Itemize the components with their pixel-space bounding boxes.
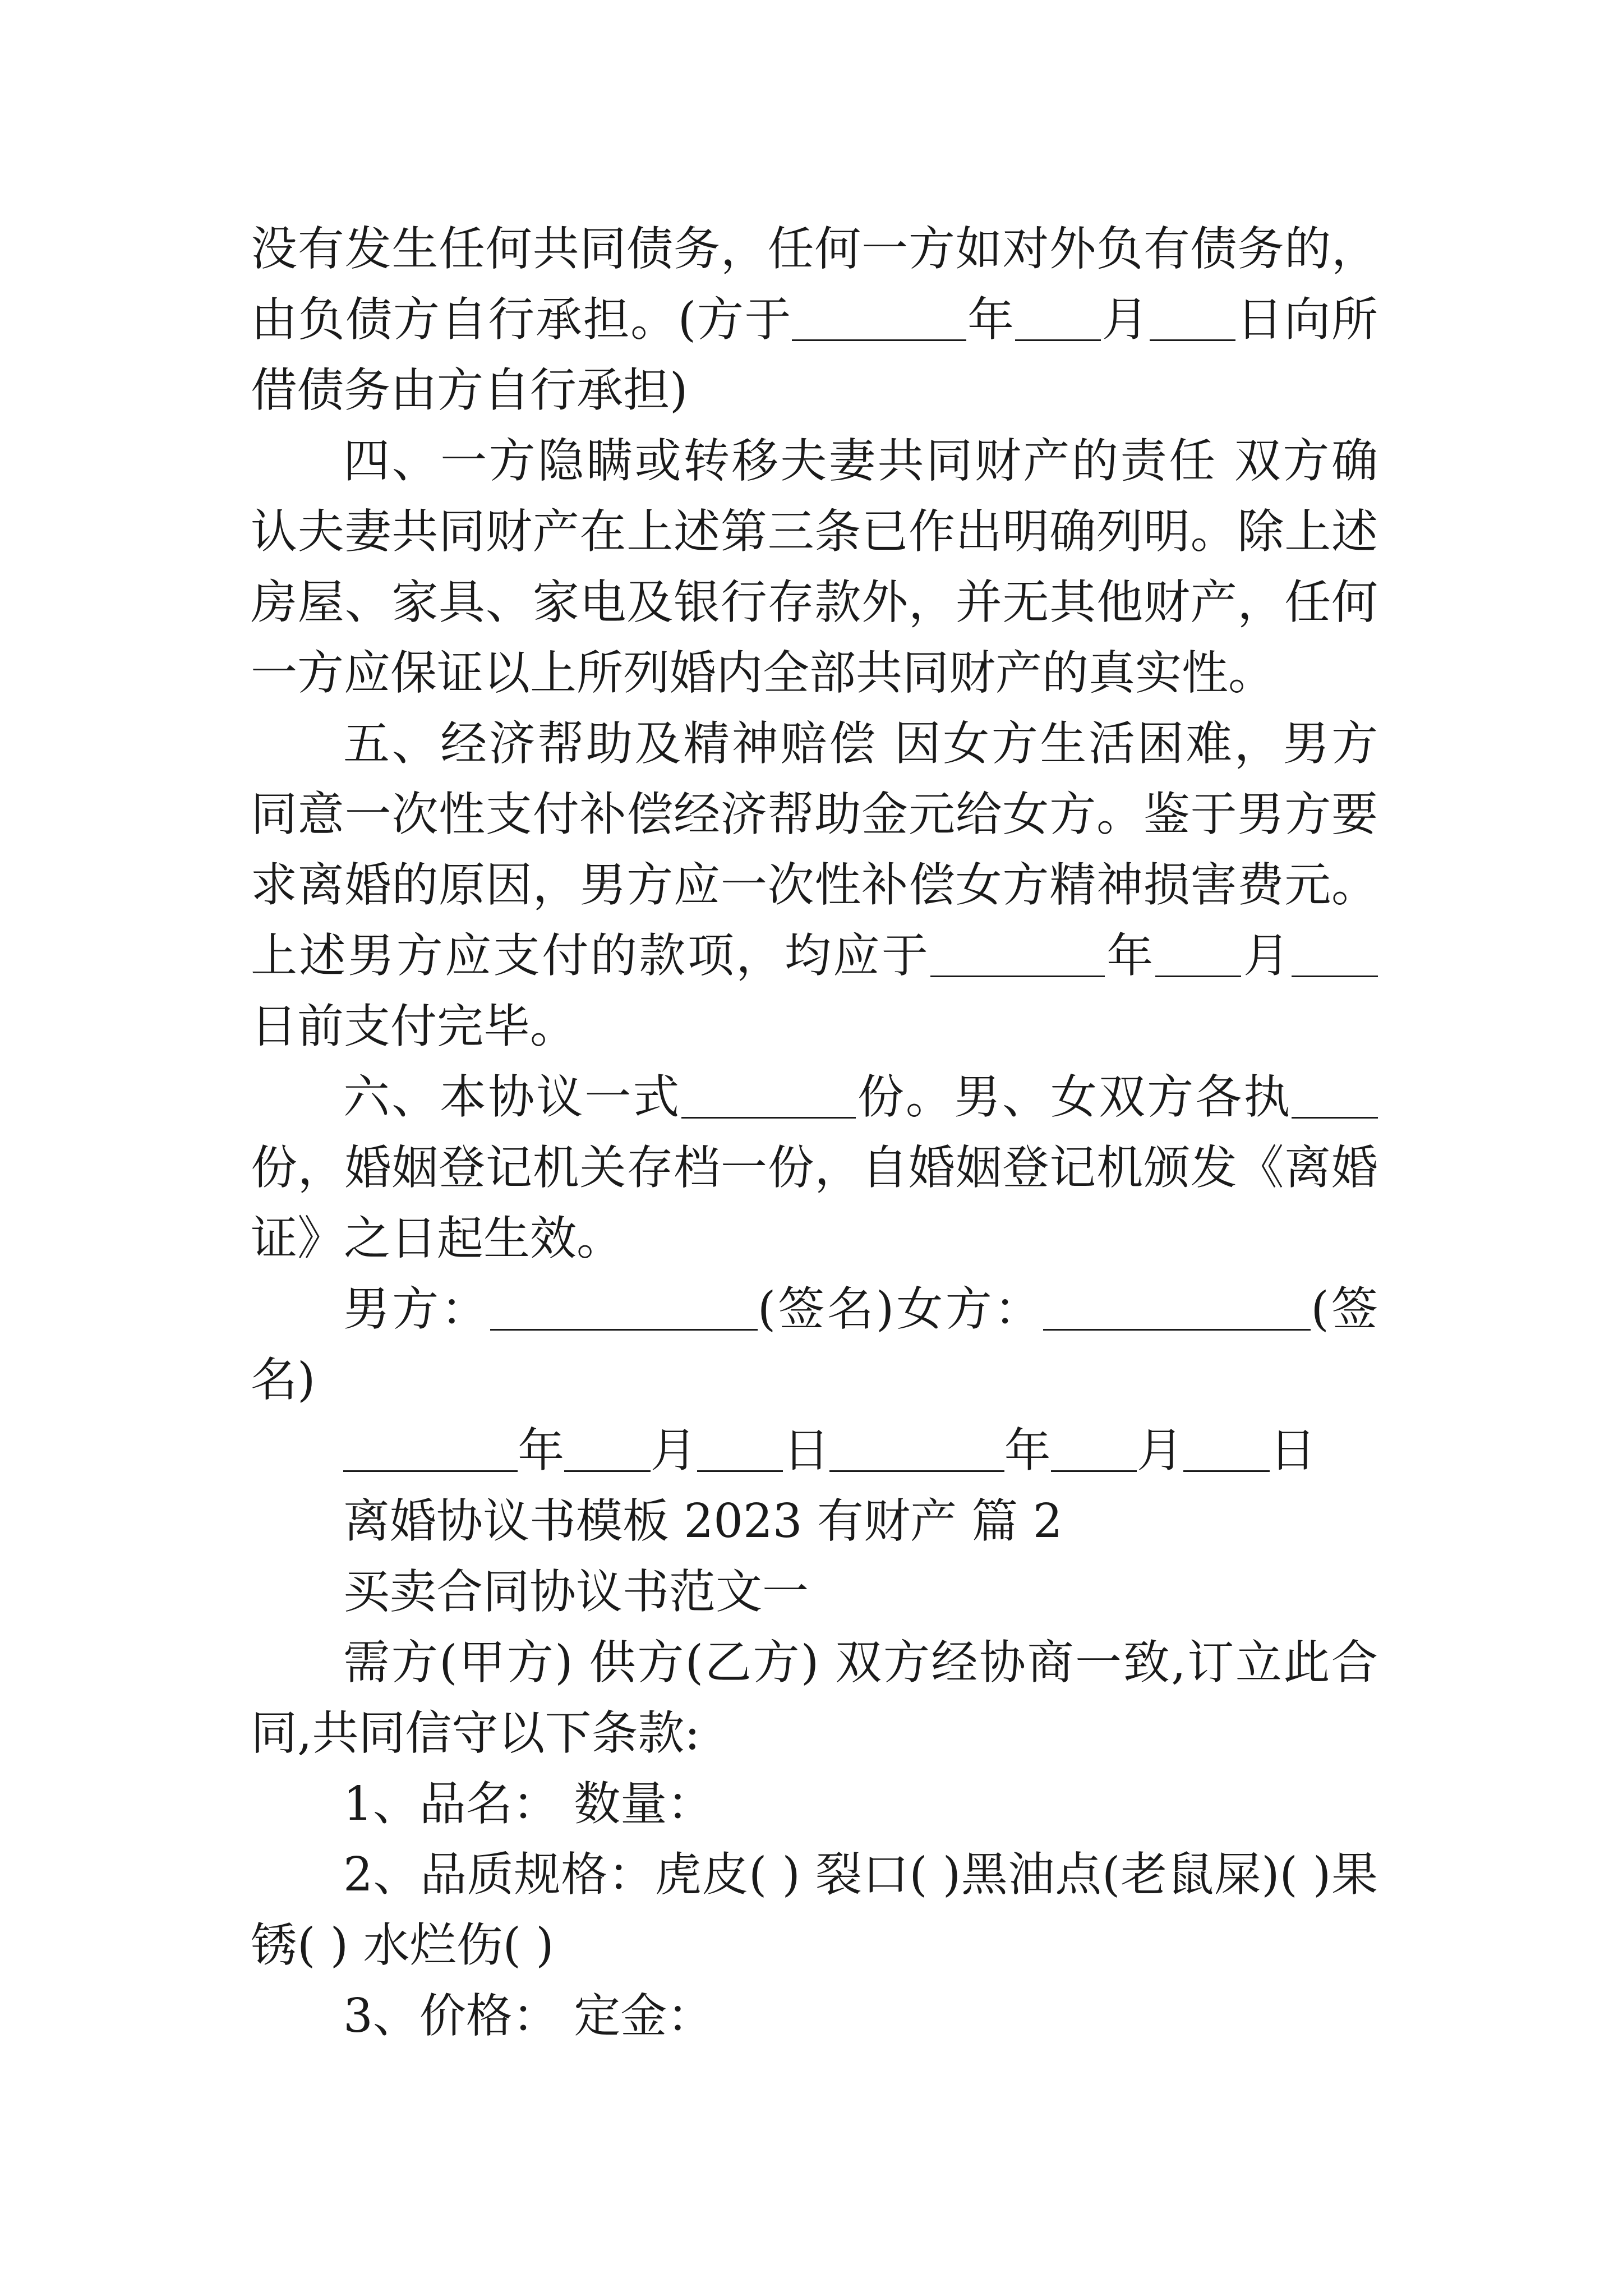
paragraph-item-two (251, 1839, 1378, 1981)
text-run: 年 (966, 292, 1015, 347)
payment-year-blank (930, 931, 1105, 977)
text-run: (签名) (251, 1282, 1378, 1407)
paragraph-contract-title (251, 1557, 1378, 1627)
text-run: 六、本协议一式 (343, 1070, 681, 1124)
text-run: 月 (1137, 1423, 1184, 1478)
text-run: 年 (1104, 928, 1155, 983)
text-run: 日 (1269, 1423, 1316, 1478)
female-sign-year-blank (829, 1426, 1004, 1472)
text-run: 月 (1101, 292, 1150, 347)
paragraph-section-heading (251, 1486, 1378, 1557)
text-run: 月 (650, 1423, 697, 1478)
text-run: 需方(甲方) 供方(乙方) 双方经协商一致,订立此合同,共同信守以下条款: (251, 1635, 1378, 1760)
text-run: (签名)女方： (757, 1282, 1044, 1336)
text-run: 五、经济帮助及精神赔偿 因女方生活困难，男方同意一次性支付补偿经济帮助金元给女方。鉴于男方要求离婚的原因，男方应一次性补偿女方精神损害费元。上述男方应支付的款项，均应于 (251, 716, 1378, 983)
text-run: 年 (518, 1423, 565, 1478)
text-run: 男方： (343, 1282, 490, 1336)
paragraph-item-one (251, 1769, 1378, 1839)
copies-total-blank (681, 1073, 856, 1119)
debt-year-blank (792, 295, 966, 341)
male-sign-day-blank (697, 1426, 783, 1472)
text-run: 份。男、女双方各执 (855, 1070, 1292, 1124)
debt-day-blank (1150, 295, 1236, 341)
payment-day-blank (1292, 931, 1378, 977)
paragraph-debt-clause-continuation (251, 214, 1378, 426)
text-run: 份，婚姻登记机关存档一份，自婚姻登记机颁发《离婚证》之日起生效。 (251, 1140, 1378, 1266)
female-sign-day-blank (1183, 1426, 1270, 1472)
paragraph-signature-date-line (251, 1415, 1378, 1486)
text-run: 1、品名： 数量： (343, 1777, 714, 1831)
paragraph-parties-clause (251, 1627, 1378, 1769)
paragraph-signature-line (251, 1274, 1378, 1415)
male-sign-month-blank (564, 1426, 651, 1472)
text-run: 四、一方隐瞒或转移夫妻共同财产的责任 双方确认夫妻共同财产在上述第三条已作出明确列明。除上述房屋、家具、家电及银行存款外，并无其他财产，任何一方应保证以上所列婚内全部共同财产的真实性。 (251, 434, 1378, 700)
text-run: 离婚协议书模板 2023 有财产 篇 2 (343, 1494, 1063, 1548)
paragraph-clause-four (251, 426, 1378, 708)
text-run: 日向所借债务由方自行承担) (251, 292, 1378, 417)
male-sign-year-blank (343, 1426, 518, 1472)
document-body (251, 214, 1378, 2051)
text-run: 日前支付完毕。 (251, 999, 577, 1053)
text-run: 月 (1241, 928, 1292, 983)
paragraph-item-three (251, 1981, 1378, 2051)
text-run: 日 (783, 1423, 830, 1478)
text-run: 2、品质规格：虎皮( ) 裂口( )黑油点(老鼠屎)( )果锈( ) 水烂伤( ) (251, 1847, 1378, 1972)
payment-month-blank (1155, 931, 1242, 977)
paragraph-clause-six (251, 1062, 1378, 1274)
female-signature-blank (1043, 1285, 1311, 1331)
text-run: 年 (1004, 1423, 1051, 1478)
text-run: 3、价格： 定金： (343, 1989, 714, 2043)
copies-each-blank (1292, 1073, 1378, 1119)
text-run: 没有发生任何共同债务，任何一方如对外负有债务的，由负债方自行承担。(方于 (251, 222, 1378, 347)
female-sign-month-blank (1051, 1426, 1137, 1472)
debt-month-blank (1015, 295, 1101, 341)
male-signature-blank (490, 1285, 758, 1331)
paragraph-clause-five (251, 708, 1378, 1062)
text-run: 买卖合同协议书范文一 (343, 1565, 809, 1619)
